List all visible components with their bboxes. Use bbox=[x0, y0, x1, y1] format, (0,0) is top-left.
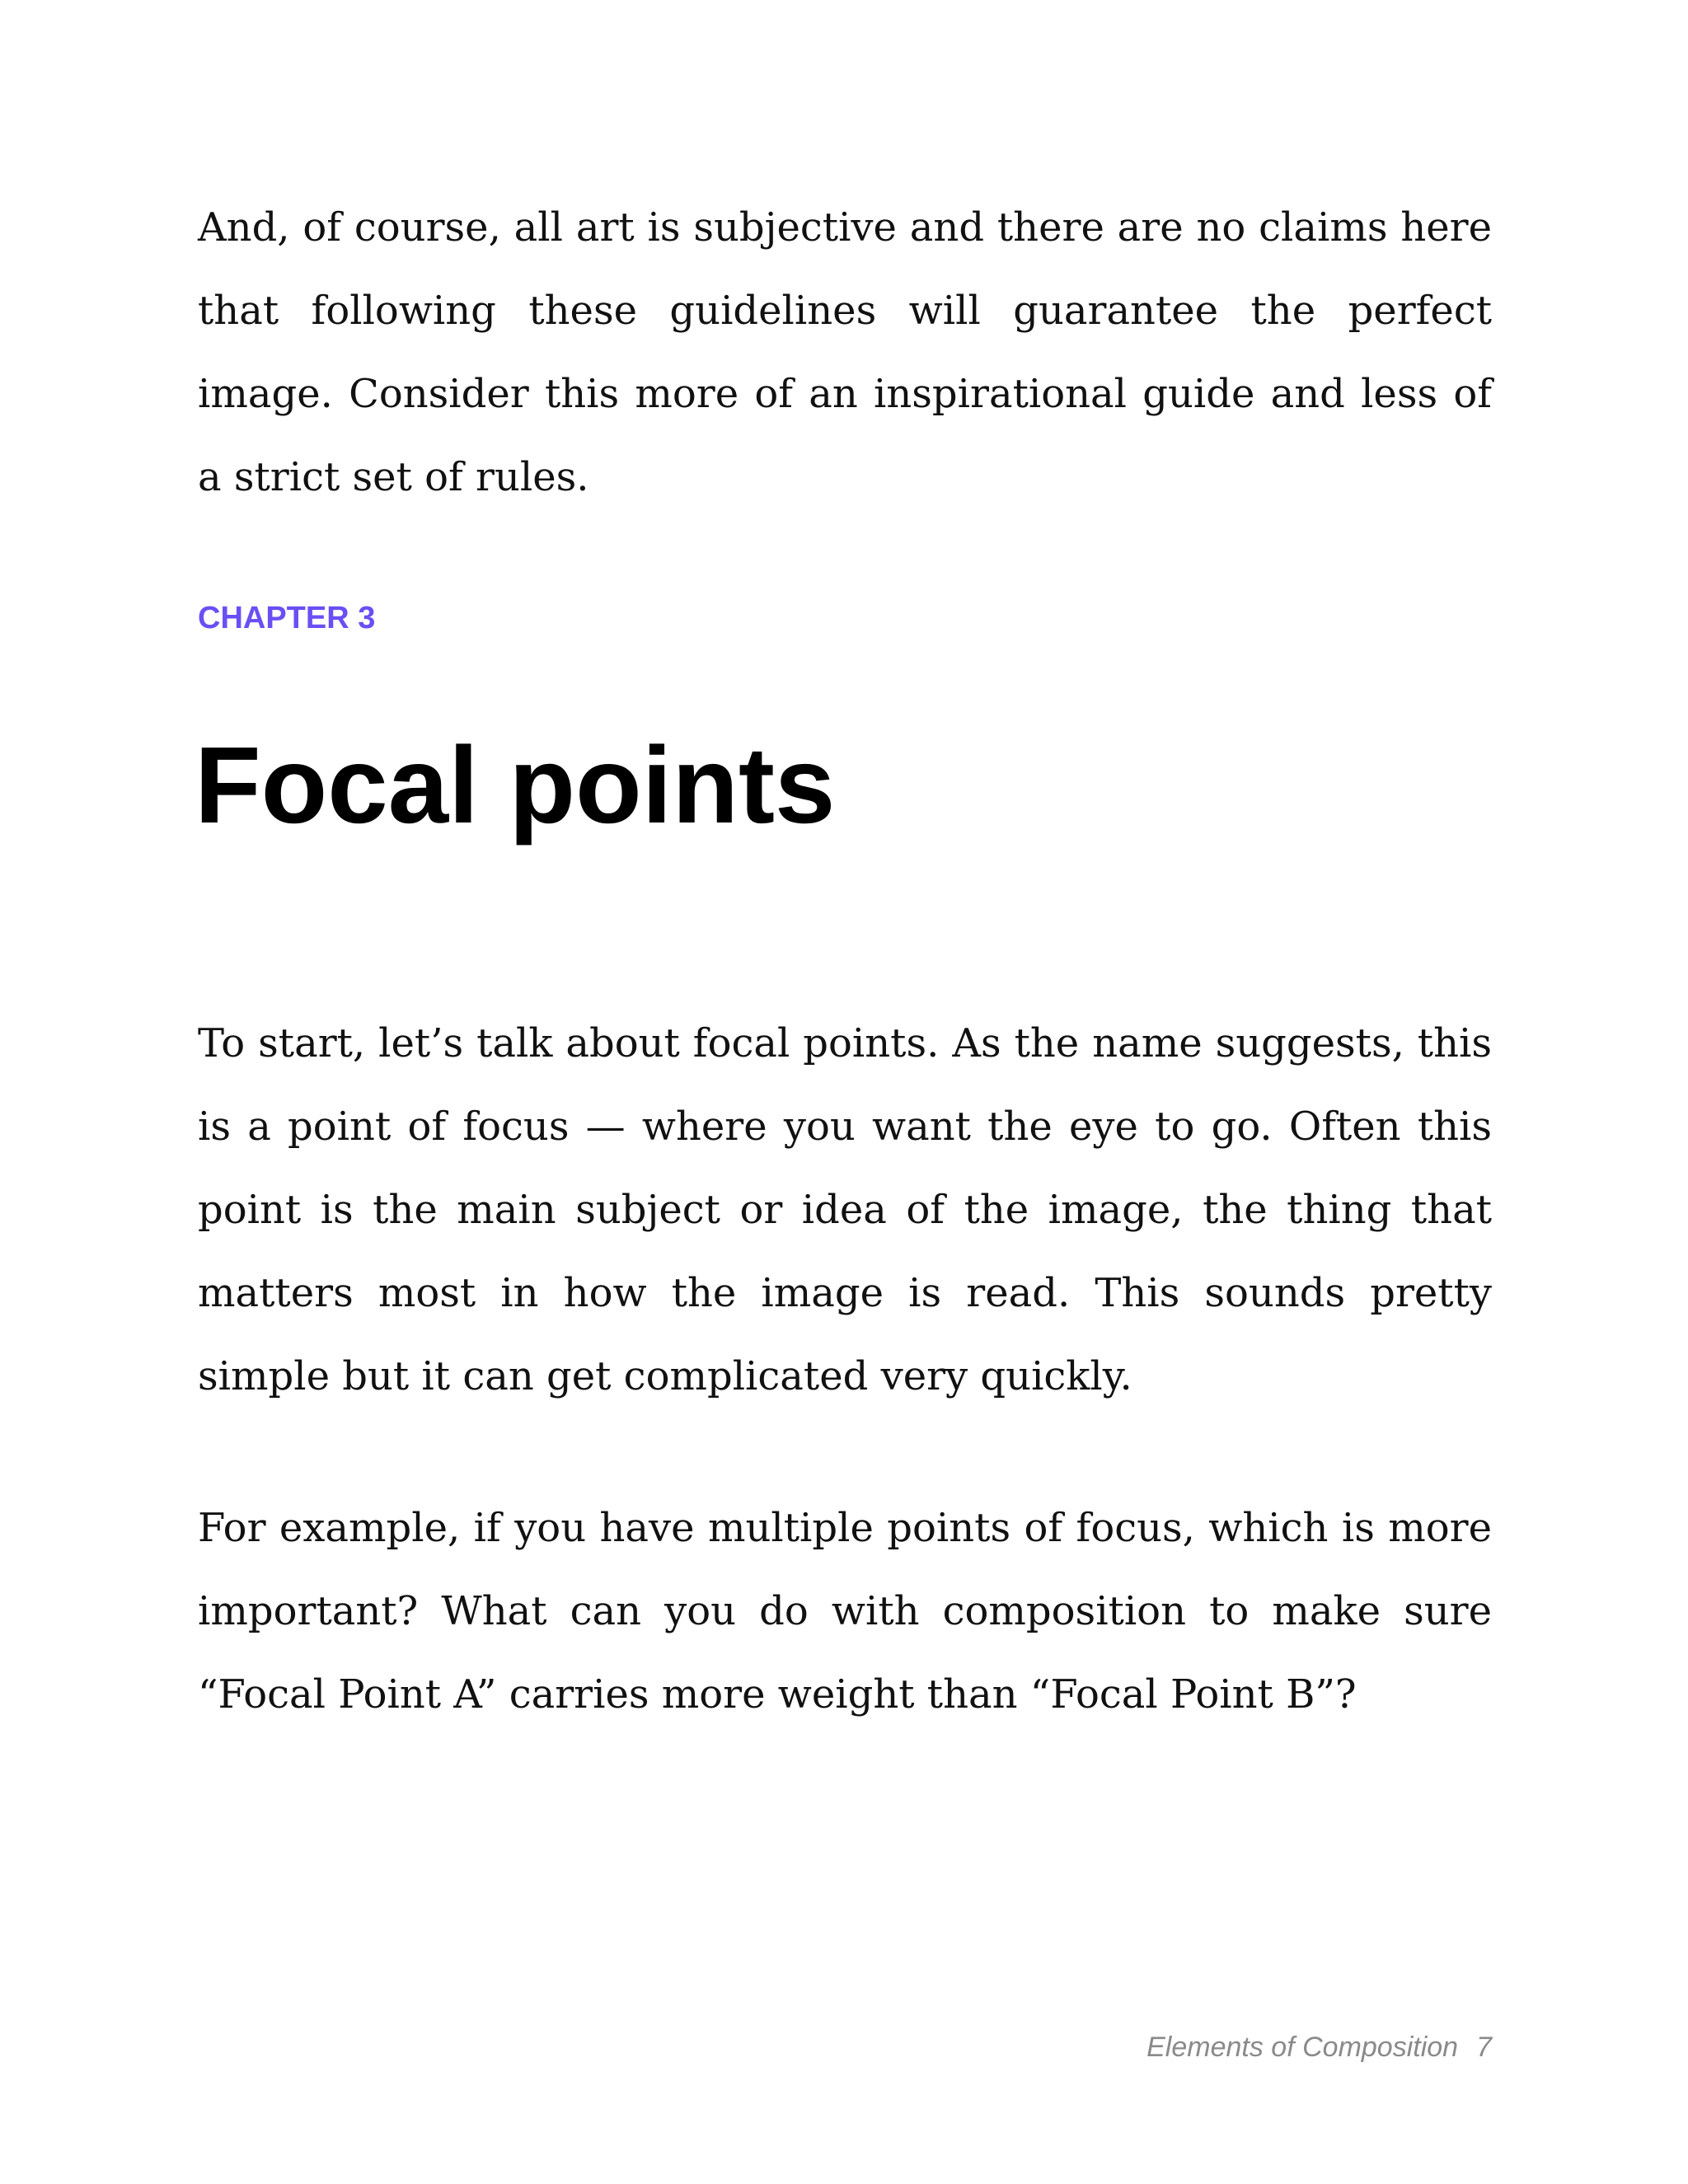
chapter-label: CHAPTER 3 bbox=[198, 601, 376, 635]
body-paragraph-2: For example, if you have multiple points of focus, which is more important? What can you do with composition to make sure “Focal Point A” carries more weight than “Focal Point B”? bbox=[198, 1505, 1492, 1718]
page-footer bbox=[1146, 2029, 1492, 2065]
chapter-title: Focal points bbox=[195, 724, 836, 846]
intro-paragraph: And, of course, all art is subjective and there are no claims here that following these guidelines will guarantee the perfect image. Consider this more of an inspirational guide and less of a strict set of rules. bbox=[198, 204, 1492, 500]
footer-book-title: Elements of Composition bbox=[1146, 2032, 1459, 2063]
body-paragraph-1: To start, let’s talk about focal points. As the name suggests, this is a point of focus — where you want the eye to go. Often this point is the main subject or idea of the image, the thing that matters most in how the image is read. This sounds pretty simple but it can get complicated very quickly. bbox=[198, 1020, 1492, 1399]
page-number: 7 bbox=[1476, 2032, 1492, 2063]
